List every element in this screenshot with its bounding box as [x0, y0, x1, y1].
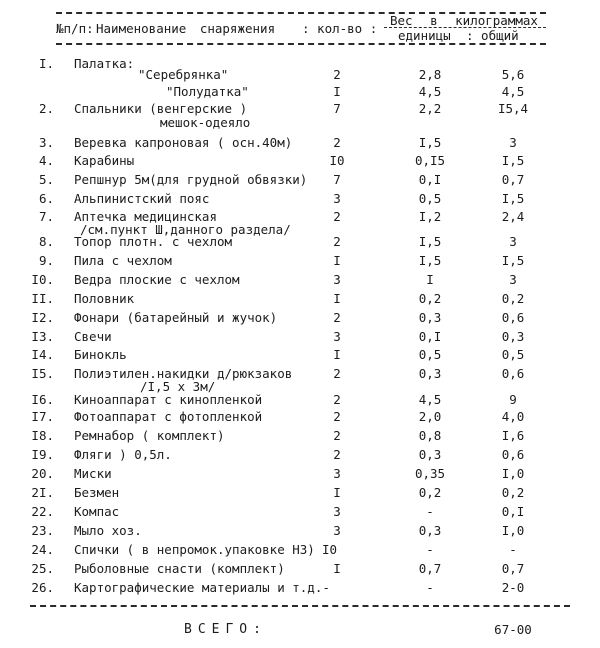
row-num: I. — [38, 56, 54, 71]
row-name: Репшнур 5м(для грудной обвязки) — [74, 172, 308, 187]
row-num: I2. — [31, 310, 54, 325]
row-unit: I,5 — [418, 135, 442, 150]
total-label: ВСЕГО: — [184, 622, 267, 637]
row-num: II. — [31, 291, 54, 306]
row-qty: 3 — [333, 466, 341, 481]
table-row — [0, 67, 600, 85]
row-name: Ремнабор ( комплект) — [74, 428, 225, 443]
header-unit: единицы — [398, 28, 451, 43]
row-name: Картографические материалы и т.д.- — [74, 580, 330, 595]
row-total: I,6 — [501, 428, 525, 443]
row-name: "Полудатка" — [166, 84, 249, 99]
row-num: 23. — [31, 523, 54, 538]
row-qty: I0 — [322, 542, 338, 557]
header-bottom-rule — [56, 43, 546, 45]
row-name: Киноаппарат с кинопленкой — [74, 392, 263, 407]
row-qty: 2 — [333, 135, 341, 150]
table-row — [0, 485, 600, 503]
row-num: 4. — [38, 153, 54, 168]
row-num: 7. — [38, 209, 54, 224]
row-qty: 2 — [333, 447, 341, 462]
row-qty: I — [333, 84, 341, 99]
row-qty: I — [333, 347, 341, 362]
row-total: 4,5 — [501, 84, 525, 99]
row-unit: I,5 — [418, 234, 442, 249]
table-row — [0, 504, 600, 522]
row-name: Фляги ) 0,5л. — [74, 447, 172, 462]
row-num: I4. — [31, 347, 54, 362]
row-total: I,5 — [501, 253, 525, 268]
row-name: Свечи — [74, 329, 112, 344]
row-unit: 0,I — [418, 329, 442, 344]
row-name: Пила с чехлом — [74, 253, 172, 268]
row-name: Спальники (венгерские ) — [74, 101, 248, 116]
table-row — [0, 310, 600, 328]
row-qty: 3 — [333, 523, 341, 538]
row-total: 2,4 — [501, 209, 525, 224]
table-row — [0, 392, 600, 410]
row-unit: - — [426, 580, 434, 595]
table-row — [0, 447, 600, 465]
row-qty: 2 — [333, 209, 341, 224]
row-unit: 0,2 — [418, 485, 442, 500]
row-qty: 7 — [333, 172, 341, 187]
row-unit: 0,3 — [418, 447, 442, 462]
row-name: Карабины — [74, 153, 135, 168]
row-name: Аптечка медицинская — [74, 209, 217, 224]
header-total: : общий — [466, 28, 519, 43]
row-qty: 3 — [333, 504, 341, 519]
row-num: 3. — [38, 135, 54, 150]
row-unit: I,2 — [418, 209, 442, 224]
table-row — [0, 523, 600, 541]
row-name: Топор плотн. с чехлом — [74, 234, 233, 249]
row-num: I0. — [31, 272, 54, 287]
table-row — [0, 84, 600, 102]
row-unit: 4,5 — [418, 392, 442, 407]
header-qty: : кол-во : — [302, 21, 378, 36]
row-name: Ведра плоские с чехлом — [74, 272, 240, 287]
row-qty: 3 — [333, 272, 341, 287]
footer-rule — [30, 605, 570, 607]
table-row — [0, 347, 600, 365]
row-total: 0,7 — [501, 172, 525, 187]
table-row — [0, 291, 600, 309]
row-total: 4,0 — [501, 409, 525, 424]
row-qty: I — [333, 253, 341, 268]
row-total: 2-0 — [501, 580, 525, 595]
row-unit: 0,2 — [418, 291, 442, 306]
row-qty: 3 — [333, 191, 341, 206]
row-qty: 2 — [333, 234, 341, 249]
row-unit: 2,8 — [418, 67, 442, 82]
row-total: 0,7 — [501, 561, 525, 576]
row-name: Безмен — [74, 485, 120, 500]
row-unit: 2,2 — [418, 101, 442, 116]
row-num: 20. — [31, 466, 54, 481]
row-qty: 2 — [333, 67, 341, 82]
row-unit: 0,5 — [418, 191, 442, 206]
header-name: Наименование снаряжения — [96, 21, 276, 36]
row-num: I3. — [31, 329, 54, 344]
row-unit: 0,3 — [418, 310, 442, 325]
row-num: I6. — [31, 392, 54, 407]
row-total: 0,I — [501, 504, 525, 519]
row-unit: 0,35 — [414, 466, 446, 481]
table-row — [0, 101, 600, 119]
row-num: I9. — [31, 447, 54, 462]
table-row — [0, 542, 600, 560]
row-name: Альпинистский пояс — [74, 191, 210, 206]
table-row — [0, 135, 600, 153]
row-total: 3 — [509, 234, 517, 249]
row-num: I5. — [31, 366, 54, 381]
row-total: 3 — [509, 272, 517, 287]
row-total: 0,6 — [501, 447, 525, 462]
row-qty: I — [333, 291, 341, 306]
row-num: 22. — [31, 504, 54, 519]
row-num: 8. — [38, 234, 54, 249]
table-row — [0, 153, 600, 171]
table-row — [0, 580, 600, 598]
row-qty: I — [333, 485, 341, 500]
row-qty: I0 — [329, 153, 345, 168]
row-num: 2. — [38, 101, 54, 116]
row-total: I,0 — [501, 523, 525, 538]
row-num: 9. — [38, 253, 54, 268]
row-qty: 3 — [333, 329, 341, 344]
row-name: Фонари (батарейный и жучок) — [74, 310, 278, 325]
row-subline: /I,5 х 3м/ — [140, 379, 216, 394]
table-row — [0, 253, 600, 271]
table-row — [0, 366, 600, 384]
row-total: 5,6 — [501, 67, 525, 82]
row-name: "Серебрянка" — [138, 67, 229, 82]
row-qty: 2 — [333, 428, 341, 443]
row-total: 0,2 — [501, 485, 525, 500]
table-row — [0, 272, 600, 290]
row-subline: /см.пункт Ш,данного раздела/ — [80, 222, 291, 237]
row-unit: - — [426, 504, 434, 519]
row-unit: 0,3 — [418, 523, 442, 538]
table-row — [0, 191, 600, 209]
row-num: 25. — [31, 561, 54, 576]
row-unit: 0,7 — [418, 561, 442, 576]
row-total: 0,6 — [501, 310, 525, 325]
row-total: 9 — [509, 392, 517, 407]
table-row — [0, 428, 600, 446]
row-total: I,5 — [501, 153, 525, 168]
row-unit: 0,3 — [418, 366, 442, 381]
row-name: Палатка: — [74, 56, 135, 71]
row-num: I7. — [31, 409, 54, 424]
row-unit: 0,5 — [418, 347, 442, 362]
row-total: - — [509, 542, 517, 557]
table-row — [0, 329, 600, 347]
row-unit: I,5 — [418, 253, 442, 268]
row-total: I,5 — [501, 191, 525, 206]
table-row — [0, 409, 600, 427]
row-name: Полиэтилен.накидки д/рюкзаков — [74, 366, 293, 381]
table-row — [0, 466, 600, 484]
row-unit: 2,0 — [418, 409, 442, 424]
row-total: 0,6 — [501, 366, 525, 381]
row-num: 6. — [38, 191, 54, 206]
row-name: Фотоаппарат с фотопленкой — [74, 409, 263, 424]
header-num: №п/п: — [56, 21, 94, 36]
header-weight: Вес в килограммах — [390, 13, 538, 28]
row-qty: 2 — [333, 310, 341, 325]
row-total: 0,2 — [501, 291, 525, 306]
row-name: Спички ( в непромок.упаковке НЗ) — [74, 542, 315, 557]
row-qty: 2 — [333, 392, 341, 407]
row-unit: 0,8 — [418, 428, 442, 443]
row-qty: 2 — [333, 366, 341, 381]
row-qty: 7 — [333, 101, 341, 116]
row-unit: 4,5 — [418, 84, 442, 99]
total-value: 67-00 — [494, 622, 532, 637]
row-unit: I — [426, 272, 434, 287]
row-total: 0,5 — [501, 347, 525, 362]
row-unit: 0,I — [418, 172, 442, 187]
row-unit: - — [426, 542, 434, 557]
row-num: 24. — [31, 542, 54, 557]
row-num: 26. — [31, 580, 54, 595]
row-num: 2I. — [31, 485, 54, 500]
row-total: I,0 — [501, 466, 525, 481]
row-qty: 2 — [333, 409, 341, 424]
table-row — [0, 234, 600, 252]
table-row — [0, 561, 600, 579]
table-row — [0, 172, 600, 190]
row-total: I5,4 — [497, 101, 529, 116]
row-name: Миски — [74, 466, 112, 481]
row-num: 5. — [38, 172, 54, 187]
row-qty: I — [333, 561, 341, 576]
row-name: Половник — [74, 291, 135, 306]
row-name: Компас — [74, 504, 120, 519]
row-name: Рыболовные снасти (комплект) — [74, 561, 285, 576]
row-num: I8. — [31, 428, 54, 443]
row-total: 0,3 — [501, 329, 525, 344]
row-name: Веревка капроновая ( осн.40м) — [74, 135, 293, 150]
row-unit: 0,I5 — [414, 153, 446, 168]
row-total: 3 — [509, 135, 517, 150]
row-name: Мыло хоз. — [74, 523, 142, 538]
row-name: Бинокль — [74, 347, 127, 362]
row-subline: мешок-одеяло — [160, 115, 251, 130]
